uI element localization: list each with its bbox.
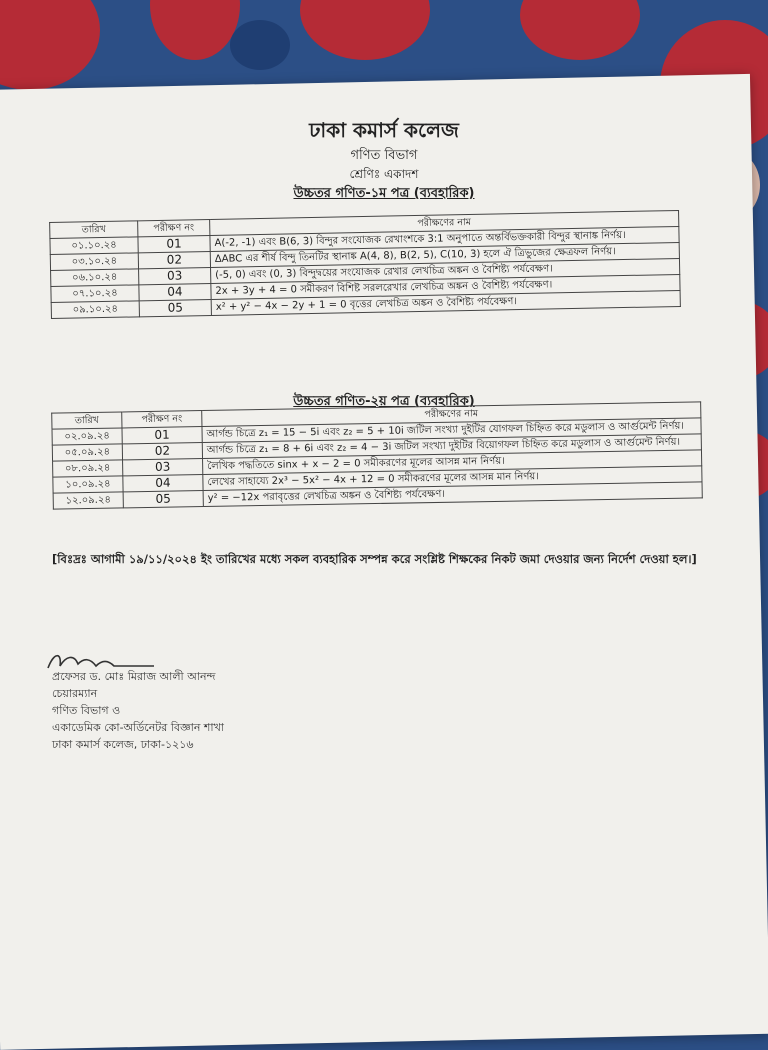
row-experiment: 2x + 3y + 4 = 0 সমীকরণ বিশিষ্ট সরলরেখার লেখচিত্র অঙ্কন ও বৈশিষ্ট্য পর্যবেক্ষণ।: [211, 274, 680, 299]
class-label: শ্রেণিঃ একাদশ: [349, 167, 419, 181]
row-number: 02: [138, 251, 210, 268]
row-date: ০২.০৯.২৪: [52, 428, 122, 445]
row-number: 04: [139, 283, 211, 300]
row-experiment: (-5, 0) এবং (0, 3) বিন্দুদ্বয়ের সংযোজক রেখার লেখচিত্র অঙ্কন ও বৈশিষ্ট্য পর্যবেক্ষণ।: [211, 258, 680, 283]
row-experiment: লৈখিক পদ্ধতিতে sinx + x − 2 = 0 সমীকরণের মূলের আসন্ন মান নির্ণয়।: [203, 450, 702, 475]
row-experiment: A(-2, -1) এবং B(6, 3) বিন্দুর সংযোজক রেখাংশকে 3:1 অনুপাতে অন্তর্বিভক্তকারী বিন্দুর স্থানাঙ্ক নির্ণয়।: [210, 226, 679, 251]
signatory-department: গণিত বিভাগ ও: [52, 704, 121, 717]
header-name: পরীক্ষণের নাম: [202, 402, 701, 427]
header-name: পরীক্ষণের নাম: [210, 210, 679, 235]
signatory-coordinator: একাডেমিক কো-অর্ডিনেটর বিজ্ঞান শাখা: [52, 721, 224, 734]
signatory-block: [52, 668, 224, 753]
row-experiment: ΔABC এর শীর্ষ বিন্দু তিনটির স্থানাঙ্ক A(4, 8), B(2, 5), C(10, 3) হলে ঐ ত্রিভুজের ক্ষেত্রফল নির্ণয়।: [210, 242, 679, 267]
signatory-address: ঢাকা কমার্স কলেজ, ঢাকা-১২১৬: [52, 738, 194, 751]
signatory-role: চেয়ারম্যান: [52, 687, 98, 700]
row-date: ০৬.১০.২৪: [51, 269, 139, 287]
row-experiment: y² = −12x পরাবৃত্তের লেখচিত্র অঙ্কন ও বৈশিষ্ট্য পর্যবেক্ষণ।: [203, 482, 702, 507]
row-date: ১০.০৯.২৪: [53, 476, 123, 493]
header-date: তারিখ: [50, 221, 138, 239]
row-experiment: লেখের সাহায্যে 2x³ − 5x² − 4x + 12 = 0 সমীকরণের মূলের আসন্ন মান নির্ণয়।: [203, 466, 702, 491]
department-name: গণিত বিভাগ: [350, 148, 418, 163]
header-number: পরীক্ষণ নং: [122, 411, 202, 428]
row-number: 05: [123, 491, 203, 508]
row-date: ০১.১০.২৪: [50, 237, 138, 255]
paper2-title: উচ্চতর গণিত-২য় পত্র (ব্যবহারিক): [293, 394, 475, 409]
row-number: 05: [139, 299, 211, 316]
college-name: ঢাকা কমার্স কলেজ: [309, 118, 459, 142]
row-date: ০৩.১০.২৪: [50, 253, 138, 271]
row-experiment: x² + y² − 4x − 2y + 1 = 0 বৃত্তের লেখচিত্র অঙ্কন ও বৈশিষ্ট্য পর্যবেক্ষণ।: [211, 290, 680, 315]
row-date: ০৮.০৯.২৪: [53, 460, 123, 477]
row-number: 04: [123, 475, 203, 492]
paper1-table: [49, 210, 681, 319]
row-number: 03: [139, 267, 211, 284]
row-date: ০৯.১০.২৪: [51, 301, 139, 319]
signatory-name: প্রফেসর ড. মোঃ মিরাজ আলী আনন্দ: [52, 670, 216, 683]
paper2-table: [51, 401, 703, 509]
row-date: ০৫.০৯.২৪: [52, 444, 122, 461]
row-number: 01: [122, 427, 202, 444]
row-experiment: আর্গন্ড চিত্রে z₁ = 8 + 6i এবং z₂ = 4 − 3i জটিল সংখ্যা দুইটির বিয়োগফল চিহ্নিত করে মডুলাস ও আর্গুমেন্ট নির্ণয়।: [202, 434, 701, 459]
header-number: পরীক্ষণ নং: [138, 219, 210, 236]
row-number: 01: [138, 235, 210, 252]
row-number: 02: [122, 443, 202, 460]
header-date: তারিখ: [52, 412, 122, 429]
row-experiment: আর্গন্ড চিত্রে z₁ = 15 − 5i এবং z₂ = 5 + 10i জটিল সংখ্যা দুইটির যোগফল চিহ্নিত করে মডুলাস ও আর্গুমেন্ট নির্ণয়।: [202, 418, 701, 443]
row-number: 03: [123, 459, 203, 476]
row-date: ১২.০৯.২৪: [53, 492, 123, 509]
row-date: ০৭.১০.২৪: [51, 285, 139, 303]
paper1-title: উচ্চতর গণিত-১ম পত্র (ব্যবহারিক): [293, 186, 475, 201]
instruction-note: [বিঃদ্রঃ আগামী ১৯/১১/২০২৪ ইং তারিখের মধ্যে সকল ব্যবহারিক সম্পন্ন করে সংশ্লিষ্ট শিক্ষকের নিকট জমা দেওয়ার জন্য নির্দেশ দেওয়া হল।]: [52, 552, 697, 566]
